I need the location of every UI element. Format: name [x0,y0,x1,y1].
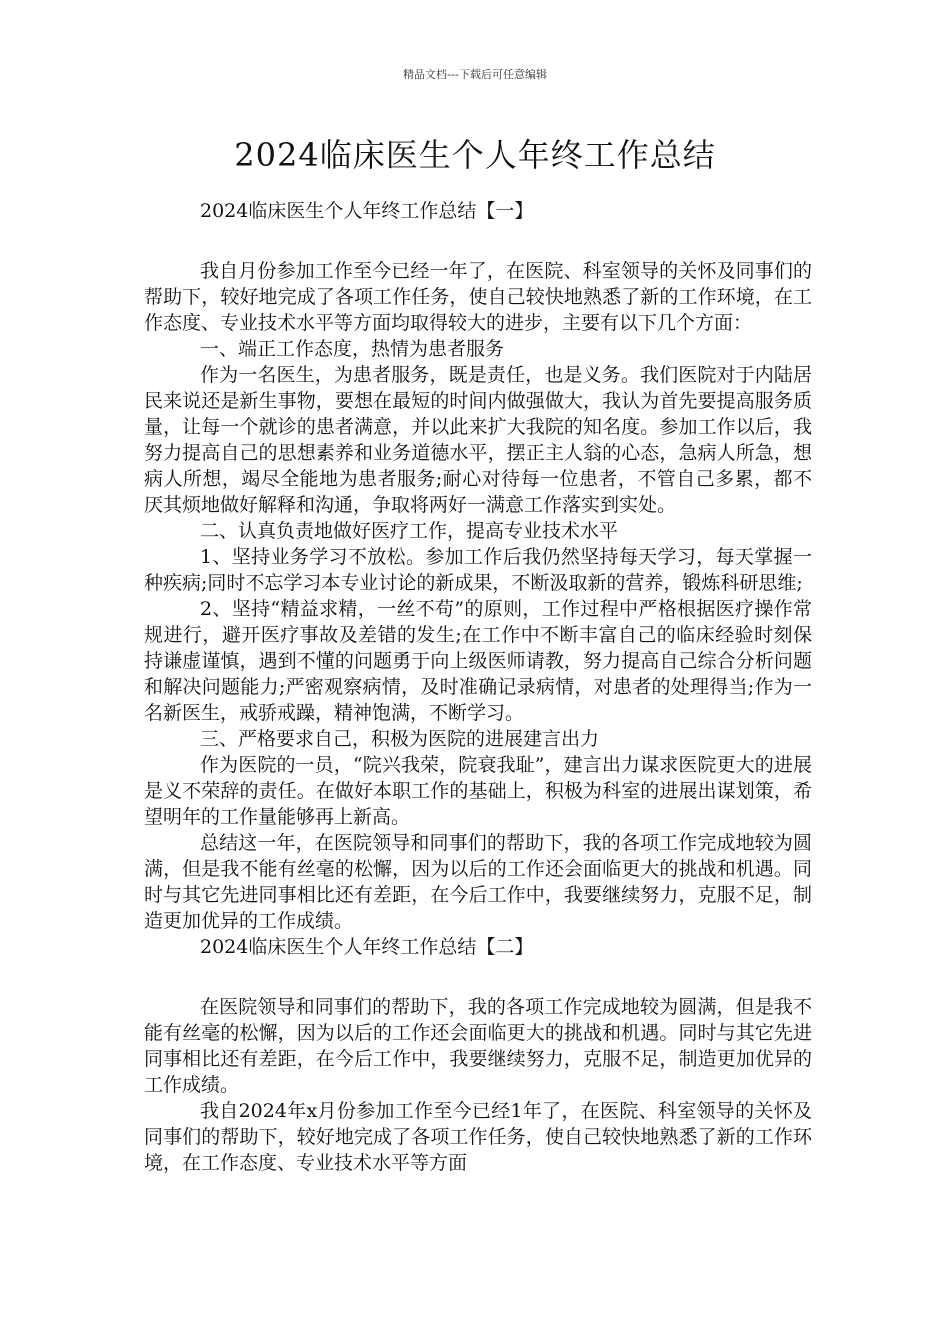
subheading: 三、严格要求自己，积极为医院的进展建言出力 [200,728,600,750]
paragraph: 我自月份参加工作至今已经一年了，在医院、科室领导的关怀及同事们的帮助下，较好地完成了各项工作任务，使自己较快地熟悉了新的工作环境，在工作态度、专业技术水平等方面均取得较大的进步，主要有以下几个方面： [144,260,812,334]
paragraph: 作为医院的一员，“院兴我荣，院衰我耻”，建言出力谋求医院更大的进展是义不荣辞的责任。在做好本职工作的基础上，积极为科室的进展出谋划策，希望明年的工作量能够再上新高。 [144,754,812,828]
subheading: 一、端正工作态度，热情为患者服务 [200,338,505,360]
paragraph: 1、坚持业务学习不放松。参加工作后我仍然坚持每天学习，每天掌握一种疾病;同时不忘学习本专业讨论的新成果，不断汲取新的营养，锻炼科研思维; [144,546,812,594]
paragraph: 作为一名医生，为患者服务，既是责任，也是义务。我们医院对于内陆居民来说还是新生事物，要想在最短的时间内做强做大，我认为首先要提高服务质量，让每一个就诊的患者满意，并以此来扩大我院的知名度。参加工作以后，我努力提高自己的思想素养和业务道德水平，摆正主人翁的心态，急病人所急，想病人所想，竭尽全能地为患者服务;耐心对待每一位患者，不管自己多累，都不厌其烦地做好解释和沟通，争取将两好一满意工作落实到实处。 [144,364,812,516]
document-body [144,198,812,1176]
paragraph: 2、坚持“精益求精，一丝不苟”的原则，工作过程中严格根据医疗操作常规进行，避开医疗事故及差错的发生;在工作中不断丰富自己的临床经验时刻保持谦虚谨慎，遇到不懂的问题勇于向上级医师请教，努力提高自己综合分析问题和解决问题能力;严密观察病情，及时准确记录病情，对患者的处理得当;作为一名新医生，戒骄戒躁，精神饱满，不断学习。 [144,598,812,724]
subheading: 二、认真负责地做好医疗工作，提高专业技术水平 [200,520,619,542]
document-title: 2024临床医生个人年终工作总结 [234,136,716,174]
header-note: 精品文档---下载后可任意编辑 [403,68,547,81]
paragraph: 我自2024年x月份参加工作至今已经1年了，在医院、科室领导的关怀及同事们的帮助下，较好地完成了各项工作任务，使自己较快地熟悉了新的工作环境，在工作态度、专业技术水平等方面 [144,1100,812,1174]
section-heading-2: 2024临床医生个人年终工作总结【二】 [200,936,534,958]
paragraph: 在医院领导和同事们的帮助下，我的各项工作完成地较为圆满，但是我不能有丝毫的松懈，因为以后的工作还会面临更大的挑战和机遇。同时与其它先进同事相比还有差距，在今后工作中，我要继续努力，克服不足，制造更加优异的工作成绩。 [144,996,812,1096]
section-heading-1: 2024临床医生个人年终工作总结【一】 [200,200,534,222]
paragraph: 总结这一年，在医院领导和同事们的帮助下，我的各项工作完成地较为圆满，但是我不能有丝毫的松懈，因为以后的工作还会面临更大的挑战和机遇。同时与其它先进同事相比还有差距，在今后工作中，我要继续努力，克服不足，制造更加优异的工作成绩。 [144,832,812,932]
